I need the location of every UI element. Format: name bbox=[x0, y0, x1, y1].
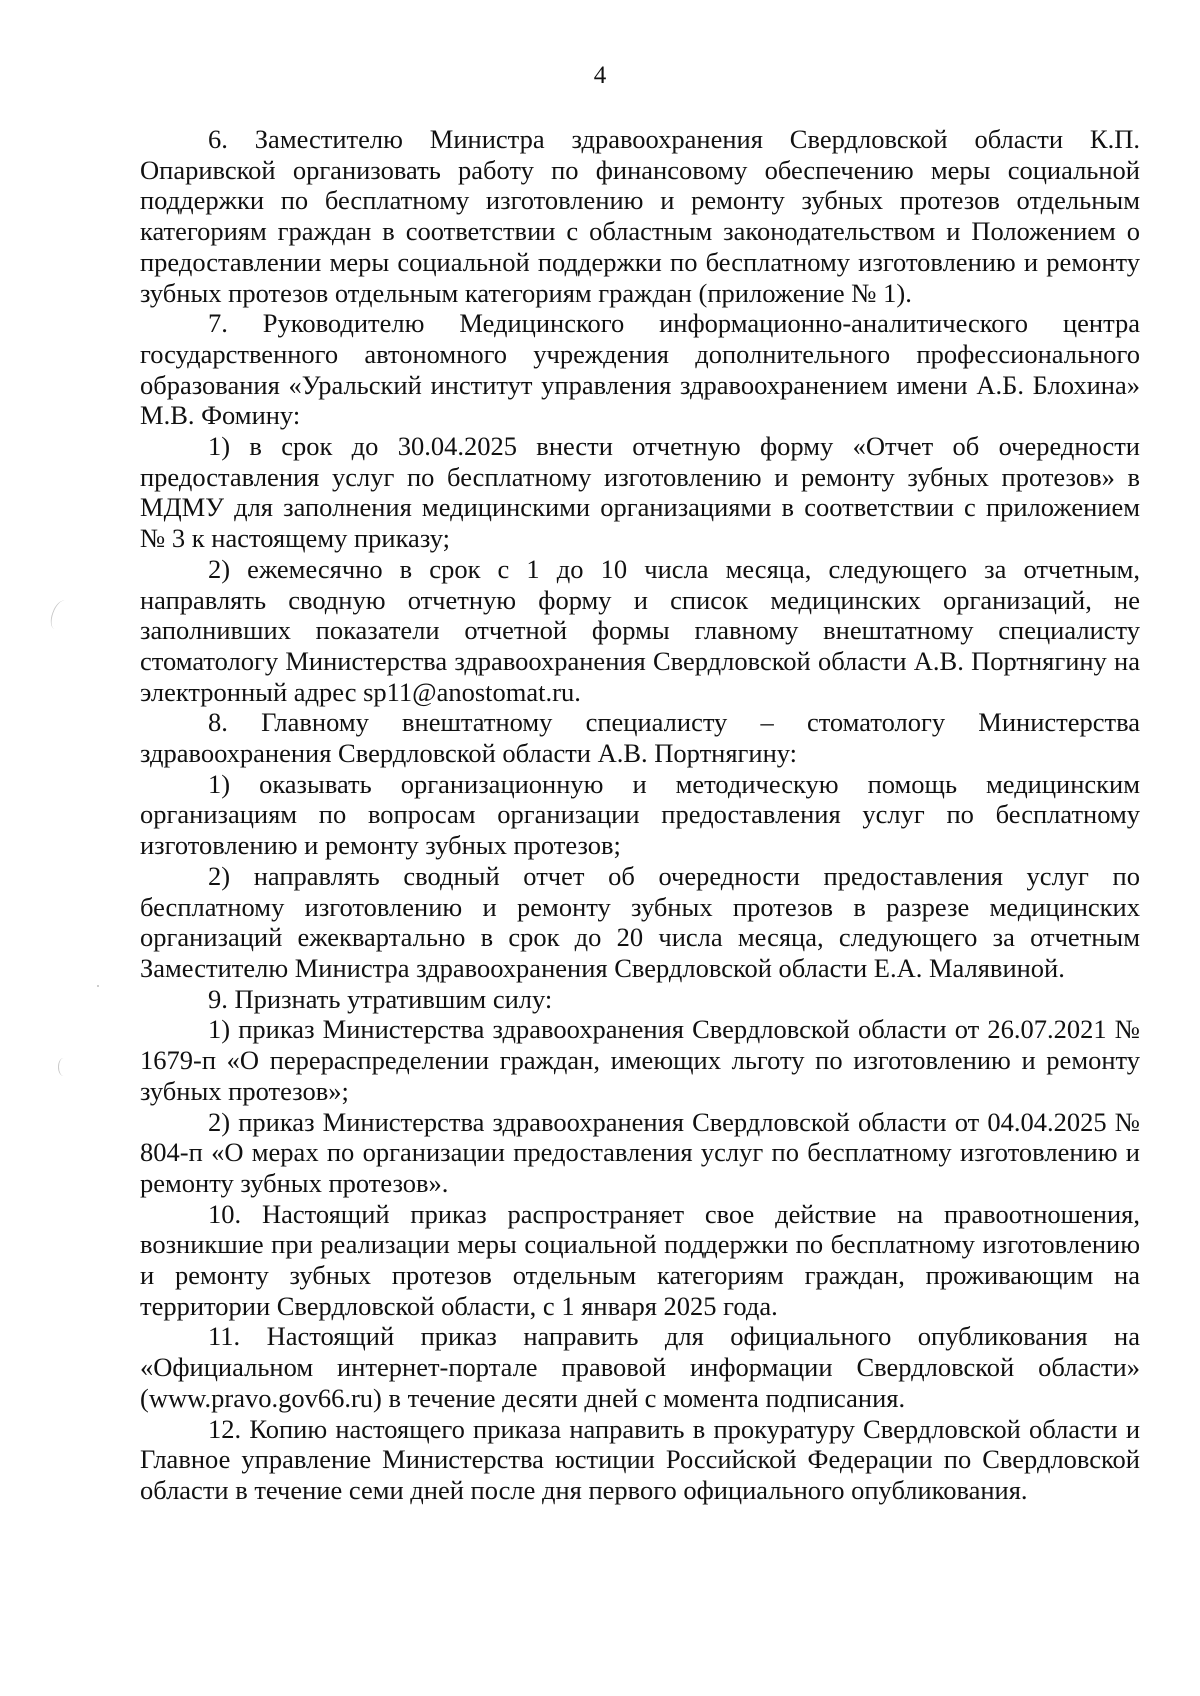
paragraph-8-item-1: 1) оказывать организационную и методическую помощь медицинским организациям по вопросам организации предоставления услуг по бесплатному изготовлению и ремонту зубных протезов; bbox=[140, 768, 1140, 861]
document-body bbox=[140, 124, 1140, 1506]
paragraph-6: 6. Заместителю Министра здравоохранения Свердловской области К.П. Опаривской организовать работу по финансовому обеспечению меры социальной поддержки по бесплатному изготовлению и ремонту зубных протезов отдельным категориям граждан в соответствии с областным законодательством и Положением о предоставлении меры социальной поддержки по бесплатному изготовлению и ремонту зубных протезов отдельным категориям граждан (приложение № 1). bbox=[140, 124, 1140, 308]
paragraph-9-item-2: 2) приказ Министерства здравоохранения Свердловской области от 04.04.2025 № 804-п «О мерах по организации предоставления услуг по бесплатному изготовлению и ремонту зубных протезов». bbox=[140, 1106, 1140, 1198]
paragraph-9: 9. Признать утратившим силу: bbox=[208, 983, 553, 1014]
paragraph-7-item-2: 2) ежемесячно в срок с 1 до 10 числа месяца, следующего за отчетным, направлять сводную отчетную форму и список медицинских организаций, не заполнивших показатели отчетной формы главному внештатному специалисту стоматологу Министерства здравоохранения Свердловской области А.В. Портнягину на электронный адрес sp11@anostomat.ru. bbox=[140, 553, 1140, 707]
scan-artifact bbox=[47, 598, 71, 631]
paragraph-12: 12. Копию настоящего приказа направить в прокуратуру Свердловской области и Главное управление Министерства юстиции Российской Федерации по Свердловской области в течение семи дней после дня первого официального опубликования. bbox=[140, 1413, 1140, 1505]
paragraph-8: 8. Главному внештатному специалисту – стоматологу Министерства здравоохранения Свердловской области А.В. Портнягину: bbox=[140, 707, 1140, 769]
paragraph-10: 10. Настоящий приказ распространяет свое действие на правоотношения, возникшие при реализации меры социальной поддержки по бесплатному изготовлению и ремонту зубных протезов отдельным категориям граждан, проживающим на территории Свердловской области, с 1 января 2025 года. bbox=[140, 1198, 1140, 1321]
page-number: 4 bbox=[593, 62, 607, 89]
scan-artifact bbox=[58, 1058, 69, 1076]
paragraph-8-item-2: 2) направлять сводный отчет об очередности предоставления услуг по бесплатному изготовлению и ремонту зубных протезов в разрезе медицинских организаций ежеквартально в срок до 20 числа месяца, следующего за отчетным Заместителю Министра здравоохранения Свердловской области Е.А. Малявиной. bbox=[140, 860, 1140, 983]
scan-artifact bbox=[97, 985, 99, 987]
paragraph-7-item-1: 1) в срок до 30.04.2025 внести отчетную форму «Отчет об очередности предоставления услуг по бесплатному изготовлению и ремонту зубных протезов» в МДМУ для заполнения медицинскими организациями в соответствии с приложением № 3 к настоящему приказу; bbox=[140, 431, 1140, 554]
paragraph-7: 7. Руководителю Медицинского информационно-аналитического центра государственного автономного учреждения дополнительного профессионального образования «Уральский институт управления здравоохранением имени А.Б. Блохина» М.В. Фомину: bbox=[140, 308, 1140, 431]
paragraph-11: 11. Настоящий приказ направить для официального опубликования на «Официальном интернет-портале правовой информации Свердловской области» (www.pravo.gov66.ru) в течение десяти дней с момента подписания. bbox=[140, 1321, 1140, 1413]
paragraph-9-item-1: 1) приказ Министерства здравоохранения Свердловской области от 26.07.2021 № 1679-п «О перераспределении граждан, имеющих льготу по изготовлению и ремонту зубных протезов»; bbox=[140, 1014, 1140, 1106]
